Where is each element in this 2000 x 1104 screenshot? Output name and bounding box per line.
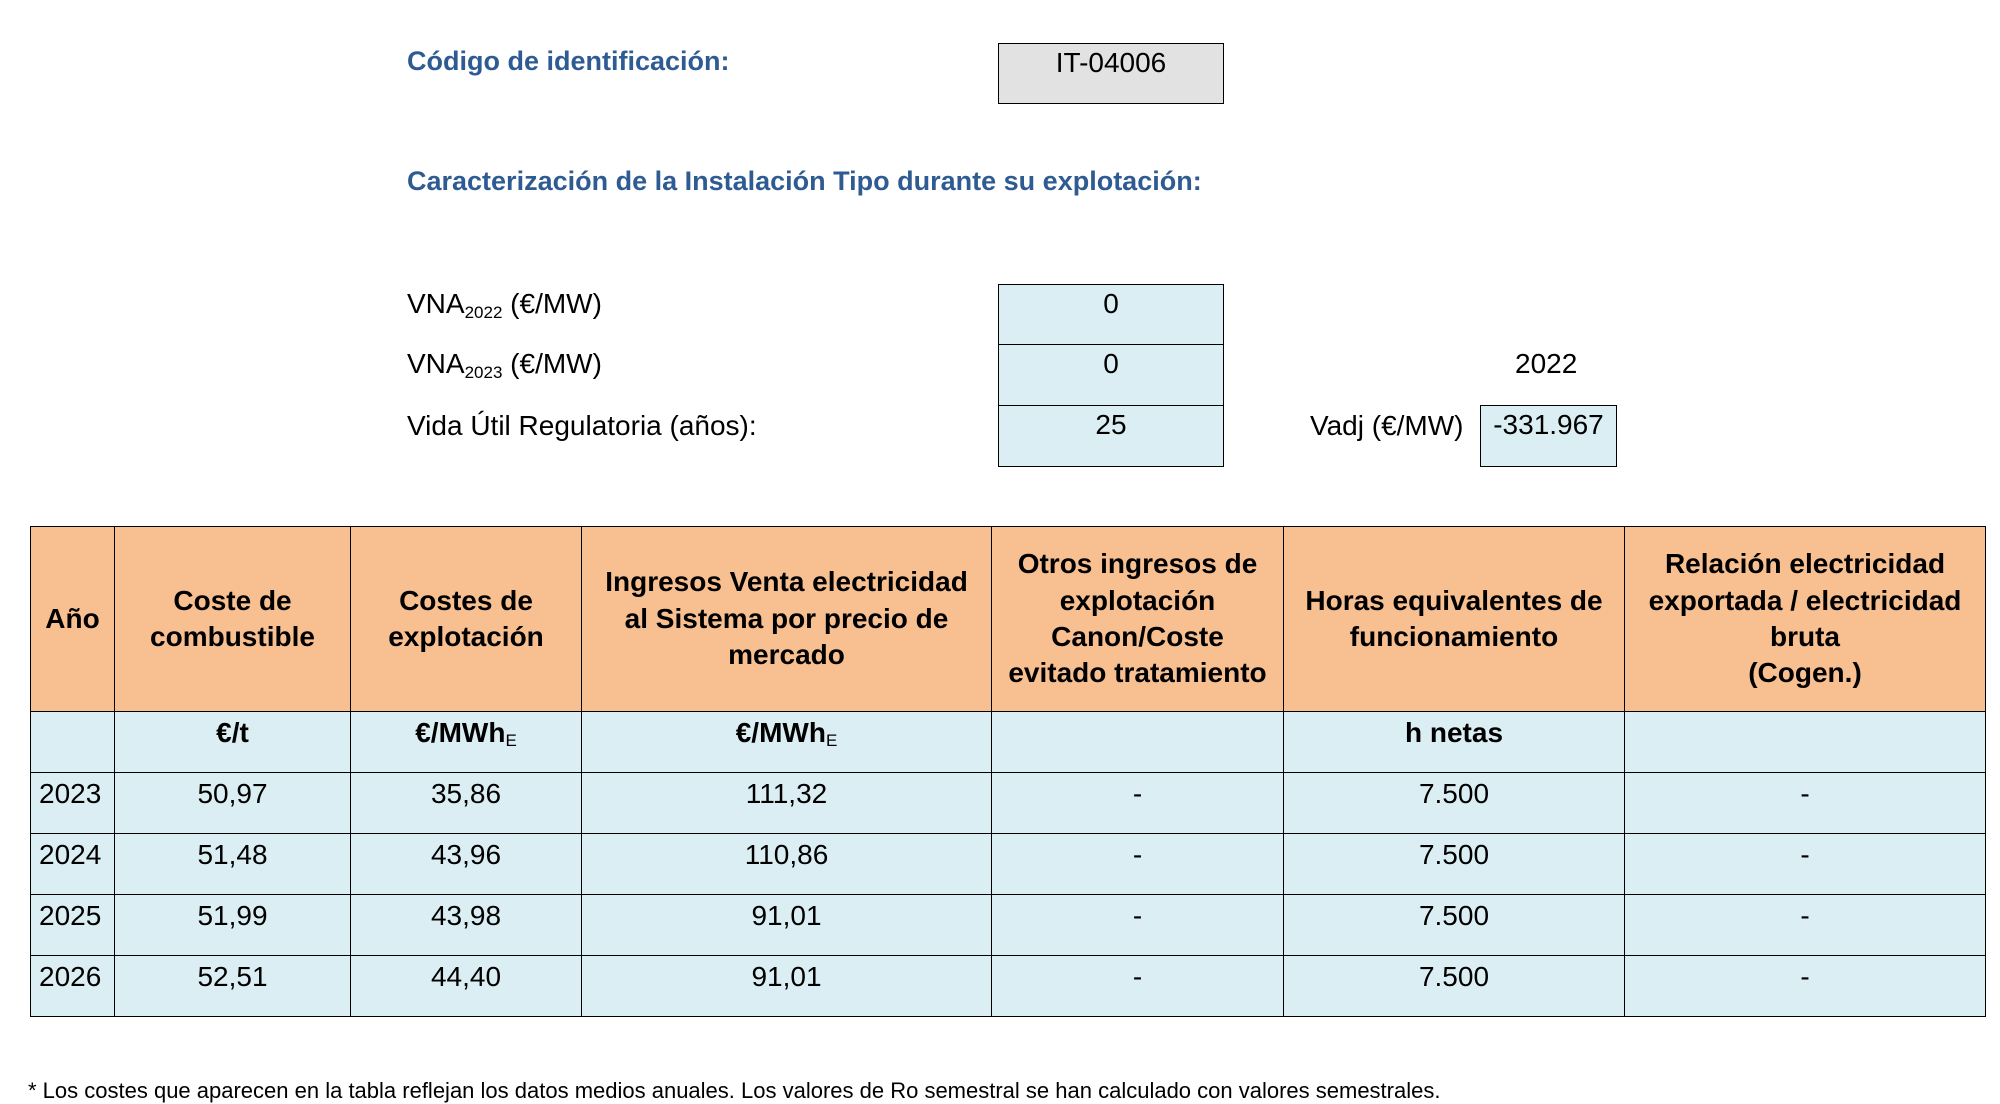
vna2022-value: 0 — [998, 284, 1224, 345]
units-cell: h netas — [1284, 712, 1625, 773]
value-cell: 35,86 — [351, 773, 582, 834]
value-cell: 51,99 — [115, 895, 351, 956]
value-cell: 7.500 — [1284, 834, 1625, 895]
vna2022-label-main: VNA — [407, 288, 465, 319]
value-cell: 7.500 — [1284, 773, 1625, 834]
value-cell: 43,96 — [351, 834, 582, 895]
value-cell: 111,32 — [582, 773, 992, 834]
units-cell: €/t — [115, 712, 351, 773]
value-cell: - — [992, 895, 1284, 956]
value-cell: 50,97 — [115, 773, 351, 834]
value-cell: - — [1625, 773, 1986, 834]
value-cell: - — [1625, 956, 1986, 1017]
unit-sub: E — [825, 731, 838, 750]
value-cell: 110,86 — [582, 834, 992, 895]
header-cell: Costes de explotación — [351, 527, 582, 712]
footnote: * Los costes que aparecen en la tabla reflejan los datos medios anuales. Los valores de Ro semestral se han calculado con valores semestrales. — [28, 1078, 1441, 1103]
value-cell: - — [992, 834, 1284, 895]
value-cell: 7.500 — [1284, 956, 1625, 1017]
vadj-value: -331.967 — [1480, 405, 1617, 467]
units-row — [31, 712, 1986, 773]
vna2022-label-unit: (€/MW) — [502, 288, 602, 319]
units-cell — [1625, 712, 1986, 773]
vida-util-value: 25 — [998, 405, 1224, 467]
table-row — [31, 834, 1986, 895]
table-row — [31, 956, 1986, 1017]
vadj-label: Vadj (€/MW) — [1310, 410, 1464, 441]
unit-sub: E — [505, 731, 517, 750]
vna2023-label — [407, 348, 602, 383]
units-cell — [31, 712, 115, 773]
value-cell: 44,40 — [351, 956, 582, 1017]
table-row — [31, 895, 1986, 956]
code-label: Código de identificación: — [407, 46, 730, 76]
table-row — [31, 773, 1986, 834]
vna2022-label — [407, 288, 602, 323]
header-cell: Otros ingresos de explotación Canon/Coste evitado tratamiento — [992, 527, 1284, 712]
reference-year: 2022 — [1515, 348, 1578, 379]
header-cell: Ingresos Venta electricidad al Sistema por precio de mercado — [582, 527, 992, 712]
header-cell: Horas equivalentes de funcionamiento — [1284, 527, 1625, 712]
table-header-row — [31, 527, 1986, 712]
costs-table — [30, 526, 1986, 1017]
code-value: IT-04006 — [998, 43, 1224, 104]
value-cell: 91,01 — [582, 895, 992, 956]
vna2023-value: 0 — [998, 344, 1224, 406]
year-cell: 2024 — [31, 834, 115, 895]
value-cell: 52,51 — [115, 956, 351, 1017]
value-cell: 43,98 — [351, 895, 582, 956]
unit-main: €/MWh — [735, 717, 826, 748]
section-title: Caracterización de la Instalación Tipo durante su explotación: — [407, 166, 1202, 196]
value-cell: - — [1625, 895, 1986, 956]
year-cell: 2025 — [31, 895, 115, 956]
vna2023-label-unit: (€/MW) — [502, 348, 602, 379]
vna2023-label-sub: 2023 — [464, 363, 503, 382]
units-cell — [582, 712, 992, 773]
vida-util-label: Vida Útil Regulatoria (años): — [407, 410, 757, 441]
units-cell — [351, 712, 582, 773]
header-cell: Coste de combustible — [115, 527, 351, 712]
value-cell: 7.500 — [1284, 895, 1625, 956]
vna2022-label-sub: 2022 — [464, 303, 503, 322]
vna2023-label-main: VNA — [407, 348, 465, 379]
unit-main: €/MWh — [415, 717, 506, 748]
value-cell: 91,01 — [582, 956, 992, 1017]
header-cell: Relación electricidad exportada / electricidad bruta (Cogen.) — [1625, 527, 1986, 712]
value-cell: 51,48 — [115, 834, 351, 895]
header-cell: Año — [31, 527, 115, 712]
value-cell: - — [1625, 834, 1986, 895]
year-cell: 2023 — [31, 773, 115, 834]
value-cell: - — [992, 956, 1284, 1017]
year-cell: 2026 — [31, 956, 115, 1017]
value-cell: - — [992, 773, 1284, 834]
units-cell — [992, 712, 1284, 773]
